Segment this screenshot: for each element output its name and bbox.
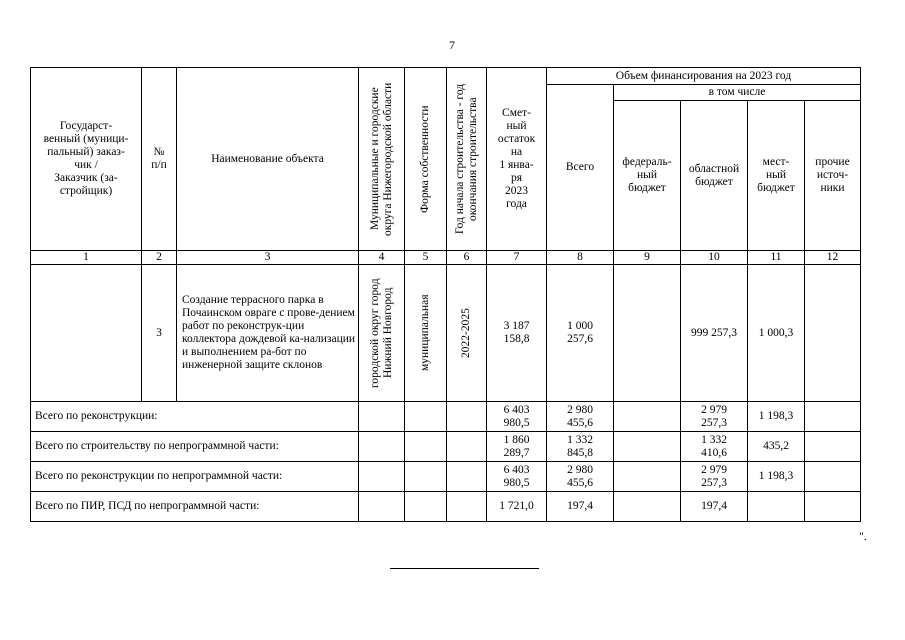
page-number: 7 — [449, 38, 455, 52]
header-federal: федераль- ный бюджет — [614, 101, 681, 251]
summary-row — [31, 462, 861, 492]
summary-total: 2 980 455,6 — [547, 462, 614, 492]
object-federal — [614, 265, 681, 402]
summary-federal — [614, 402, 681, 432]
summary-other — [805, 492, 861, 522]
col-number: 9 — [614, 251, 681, 265]
summary-federal — [614, 462, 681, 492]
summary-label: Всего по строительству по непрограммной части: — [31, 432, 359, 462]
summary-total: 197,4 — [547, 492, 614, 522]
object-regional: 999 257,3 — [681, 265, 748, 402]
end-mark: ". — [859, 529, 867, 543]
financing-table — [30, 67, 861, 522]
header-row-1 — [31, 68, 861, 85]
summary-row — [31, 492, 861, 522]
header-years: Год начала строительства - год окончания строительства — [447, 68, 487, 251]
summary-estimate: 1 721,0 — [487, 492, 547, 522]
summary-regional: 197,4 — [681, 492, 748, 522]
header-num: № п/п — [142, 68, 177, 251]
summary-federal — [614, 492, 681, 522]
col-number: 2 — [142, 251, 177, 265]
header-including: в том числе — [614, 85, 861, 101]
summary-regional: 2 979 257,3 — [681, 462, 748, 492]
col-number: 1 — [31, 251, 142, 265]
summary-regional: 2 979 257,3 — [681, 402, 748, 432]
object-name: Создание террасного парка в Почаинском овраге с прове-дением работ по реконструк-ции коллектора дождевой ка-нализации и выполнением ра-бот по инженерной защите склонов — [177, 265, 359, 402]
summary-local — [748, 492, 805, 522]
summary-regional: 1 332 410,6 — [681, 432, 748, 462]
column-number-row — [31, 251, 861, 265]
summary-label: Всего по ПИР, ПСД по непрограммной части: — [31, 492, 359, 522]
object-ownership: муниципальная — [405, 265, 447, 402]
summary-other — [805, 462, 861, 492]
object-estimate: 3 187 158,8 — [487, 265, 547, 402]
summary-total: 2 980 455,6 — [547, 402, 614, 432]
col-number: 12 — [805, 251, 861, 265]
header-object-name: Наименование объекта — [177, 68, 359, 251]
col-number: 7 — [487, 251, 547, 265]
col-number: 11 — [748, 251, 805, 265]
summary-estimate: 6 403 980,5 — [487, 462, 547, 492]
summary-estimate: 1 860 289,7 — [487, 432, 547, 462]
separator-line — [390, 568, 539, 569]
summary-estimate: 6 403 980,5 — [487, 402, 547, 432]
object-years: 2022-2025 — [447, 265, 487, 402]
summary-other — [805, 432, 861, 462]
summary-local: 435,2 — [748, 432, 805, 462]
summary-label: Всего по реконструкции: — [31, 402, 359, 432]
col-number: 6 — [447, 251, 487, 265]
summary-local: 1 198,3 — [748, 462, 805, 492]
summary-row — [31, 432, 861, 462]
header-local: мест- ный бюджет — [748, 101, 805, 251]
object-num: 3 — [142, 265, 177, 402]
col-number: 3 — [177, 251, 359, 265]
object-total: 1 000 257,6 — [547, 265, 614, 402]
header-regional: областной бюджет — [681, 101, 748, 251]
summary-row — [31, 402, 861, 432]
header-total: Всего — [547, 85, 614, 251]
object-row — [31, 265, 861, 402]
object-customer — [31, 265, 142, 402]
summary-total: 1 332 845,8 — [547, 432, 614, 462]
header-financing: Объем финансирования на 2023 год — [547, 68, 861, 85]
header-municipality: Муниципальные и городские округа Нижегородской области — [359, 68, 405, 251]
col-number: 5 — [405, 251, 447, 265]
header-other: прочие источ- ники — [805, 101, 861, 251]
summary-label: Всего по реконструкции по непрограммной части: — [31, 462, 359, 492]
object-other — [805, 265, 861, 402]
col-number: 10 — [681, 251, 748, 265]
summary-other — [805, 402, 861, 432]
header-customer: Государст- венный (муници- пальный) заказ- чик / Заказчик (за- стройщик) — [31, 68, 142, 251]
summary-federal — [614, 432, 681, 462]
col-number: 8 — [547, 251, 614, 265]
header-estimate: Смет- ный остаток на 1 янва- ря 2023 года — [487, 68, 547, 251]
object-municipality: городской округ город Нижний Новгород — [359, 265, 405, 402]
col-number: 4 — [359, 251, 405, 265]
object-local: 1 000,3 — [748, 265, 805, 402]
header-ownership: Форма собственности — [405, 68, 447, 251]
summary-local: 1 198,3 — [748, 402, 805, 432]
